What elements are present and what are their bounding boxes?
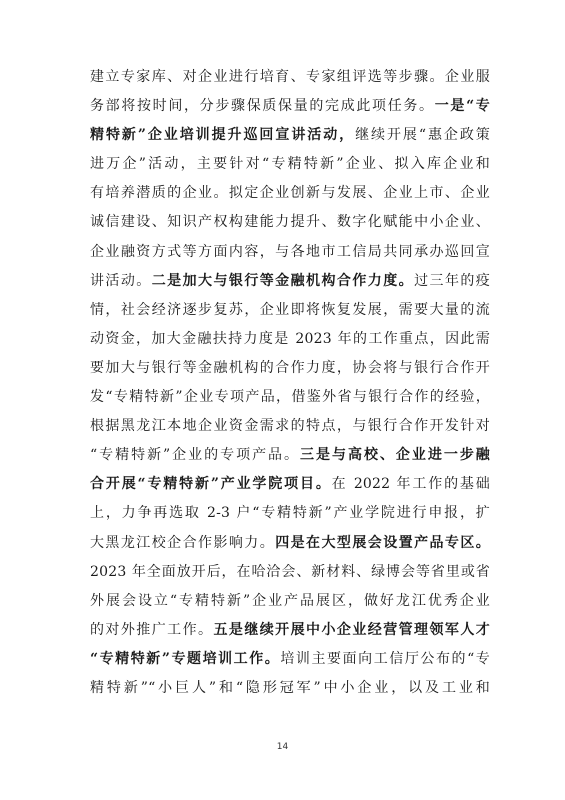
text-line bbox=[90, 354, 490, 383]
text-line bbox=[90, 616, 490, 645]
text-line bbox=[90, 179, 490, 208]
text-run: 建立专家库、对企业进行培育、专家组评选等步骤。企业服 bbox=[90, 69, 490, 85]
text-run: 的对外推广工作。 bbox=[90, 621, 214, 638]
text-line bbox=[90, 92, 490, 121]
text-run: 培训主要面向工信厅公布的“专 bbox=[280, 650, 490, 667]
text-run: “专精特新”企业的专项产品。 bbox=[90, 447, 301, 464]
text-line bbox=[90, 208, 490, 237]
text-line bbox=[90, 674, 490, 703]
text-line bbox=[90, 63, 490, 92]
bold-text-run: 五是继续开展中小企业经营管理领军人才 bbox=[213, 621, 490, 638]
text-line bbox=[90, 267, 490, 296]
bold-text-run: 精特新”企业培训提升巡回宣讲活动， bbox=[90, 127, 356, 144]
text-run: 继续开展“惠企政策 bbox=[355, 127, 490, 144]
bold-text-run: 一是“专 bbox=[434, 98, 490, 115]
text-run: 务部将按时间，分步骤保质保量的完成此项任务。 bbox=[90, 98, 435, 115]
text-run: 诚信建设、知识产权构建能力提升、数字化赋能中小企业、 bbox=[90, 214, 490, 231]
text-run: 进万企”活动，主要针对“专精特新”企业、拟入库企业和 bbox=[90, 156, 490, 173]
text-run: 在 2022 年工作的基础 bbox=[331, 476, 490, 493]
bold-text-run: 三是与高校、企业进一步融 bbox=[300, 447, 490, 464]
bold-text-run: 四是在大型展会设置产品专区。 bbox=[275, 534, 490, 551]
text-line bbox=[90, 645, 490, 674]
text-line bbox=[90, 587, 490, 616]
text-line bbox=[90, 121, 490, 150]
text-line bbox=[90, 296, 490, 325]
text-run: 讲活动。 bbox=[90, 272, 152, 289]
text-line bbox=[90, 383, 490, 412]
text-run: 大黑龙江校企合作影响力。 bbox=[90, 534, 276, 551]
text-line bbox=[90, 499, 490, 528]
document-body bbox=[90, 63, 490, 703]
bold-text-run: 二是加大与银行等金融机构合作力度。 bbox=[151, 272, 415, 289]
bold-text-run: “专精特新”专题培训工作。 bbox=[90, 650, 281, 667]
text-run: 外展会设立“专精特新”企业产品展区，做好龙江优秀企业 bbox=[90, 592, 490, 609]
text-run: 精特新”“小巨人”和“隐形冠军”中小企业，以及工业和 bbox=[90, 679, 490, 696]
text-line bbox=[90, 558, 490, 587]
bold-text-run: 合开展“专精特新”产业学院项目。 bbox=[90, 476, 332, 493]
text-run: 上，力争再选取 2-3 户“专精特新”产业学院进行申报，扩 bbox=[90, 505, 490, 522]
text-run: 根据黑龙江本地企业资金需求的特点，与银行合作开发针对 bbox=[90, 418, 490, 435]
text-run: 动资金，加大金融扶持力度是 2023 年的工作重点，因此需 bbox=[90, 330, 490, 347]
text-run: 有培养潜质的企业。拟定企业创新与发展、企业上市、企业 bbox=[90, 185, 490, 202]
text-run: 过三年的疫 bbox=[414, 272, 491, 289]
text-run: 企业融资方式等方面内容，与各地市工信局共同承办巡回宣 bbox=[90, 243, 490, 260]
text-line bbox=[90, 150, 490, 179]
text-line bbox=[90, 529, 490, 558]
text-line bbox=[90, 238, 490, 267]
text-run: 2023 年全面放开后，在哈洽会、新材料、绿博会等省里或省 bbox=[90, 563, 490, 580]
text-run: 要加大与银行等金融机构的合作力度，协会将与银行合作开 bbox=[90, 359, 490, 376]
text-line bbox=[90, 470, 490, 499]
text-line bbox=[90, 325, 490, 354]
text-line bbox=[90, 412, 490, 441]
text-run: 发“专精特新”企业专项产品，借鉴外省与银行合作的经验， bbox=[90, 389, 490, 406]
text-run: 情，社会经济逐步复苏，企业即将恢复发展，需要大量的流 bbox=[90, 301, 490, 318]
text-line bbox=[90, 441, 490, 470]
page-number: 14 bbox=[276, 742, 289, 752]
